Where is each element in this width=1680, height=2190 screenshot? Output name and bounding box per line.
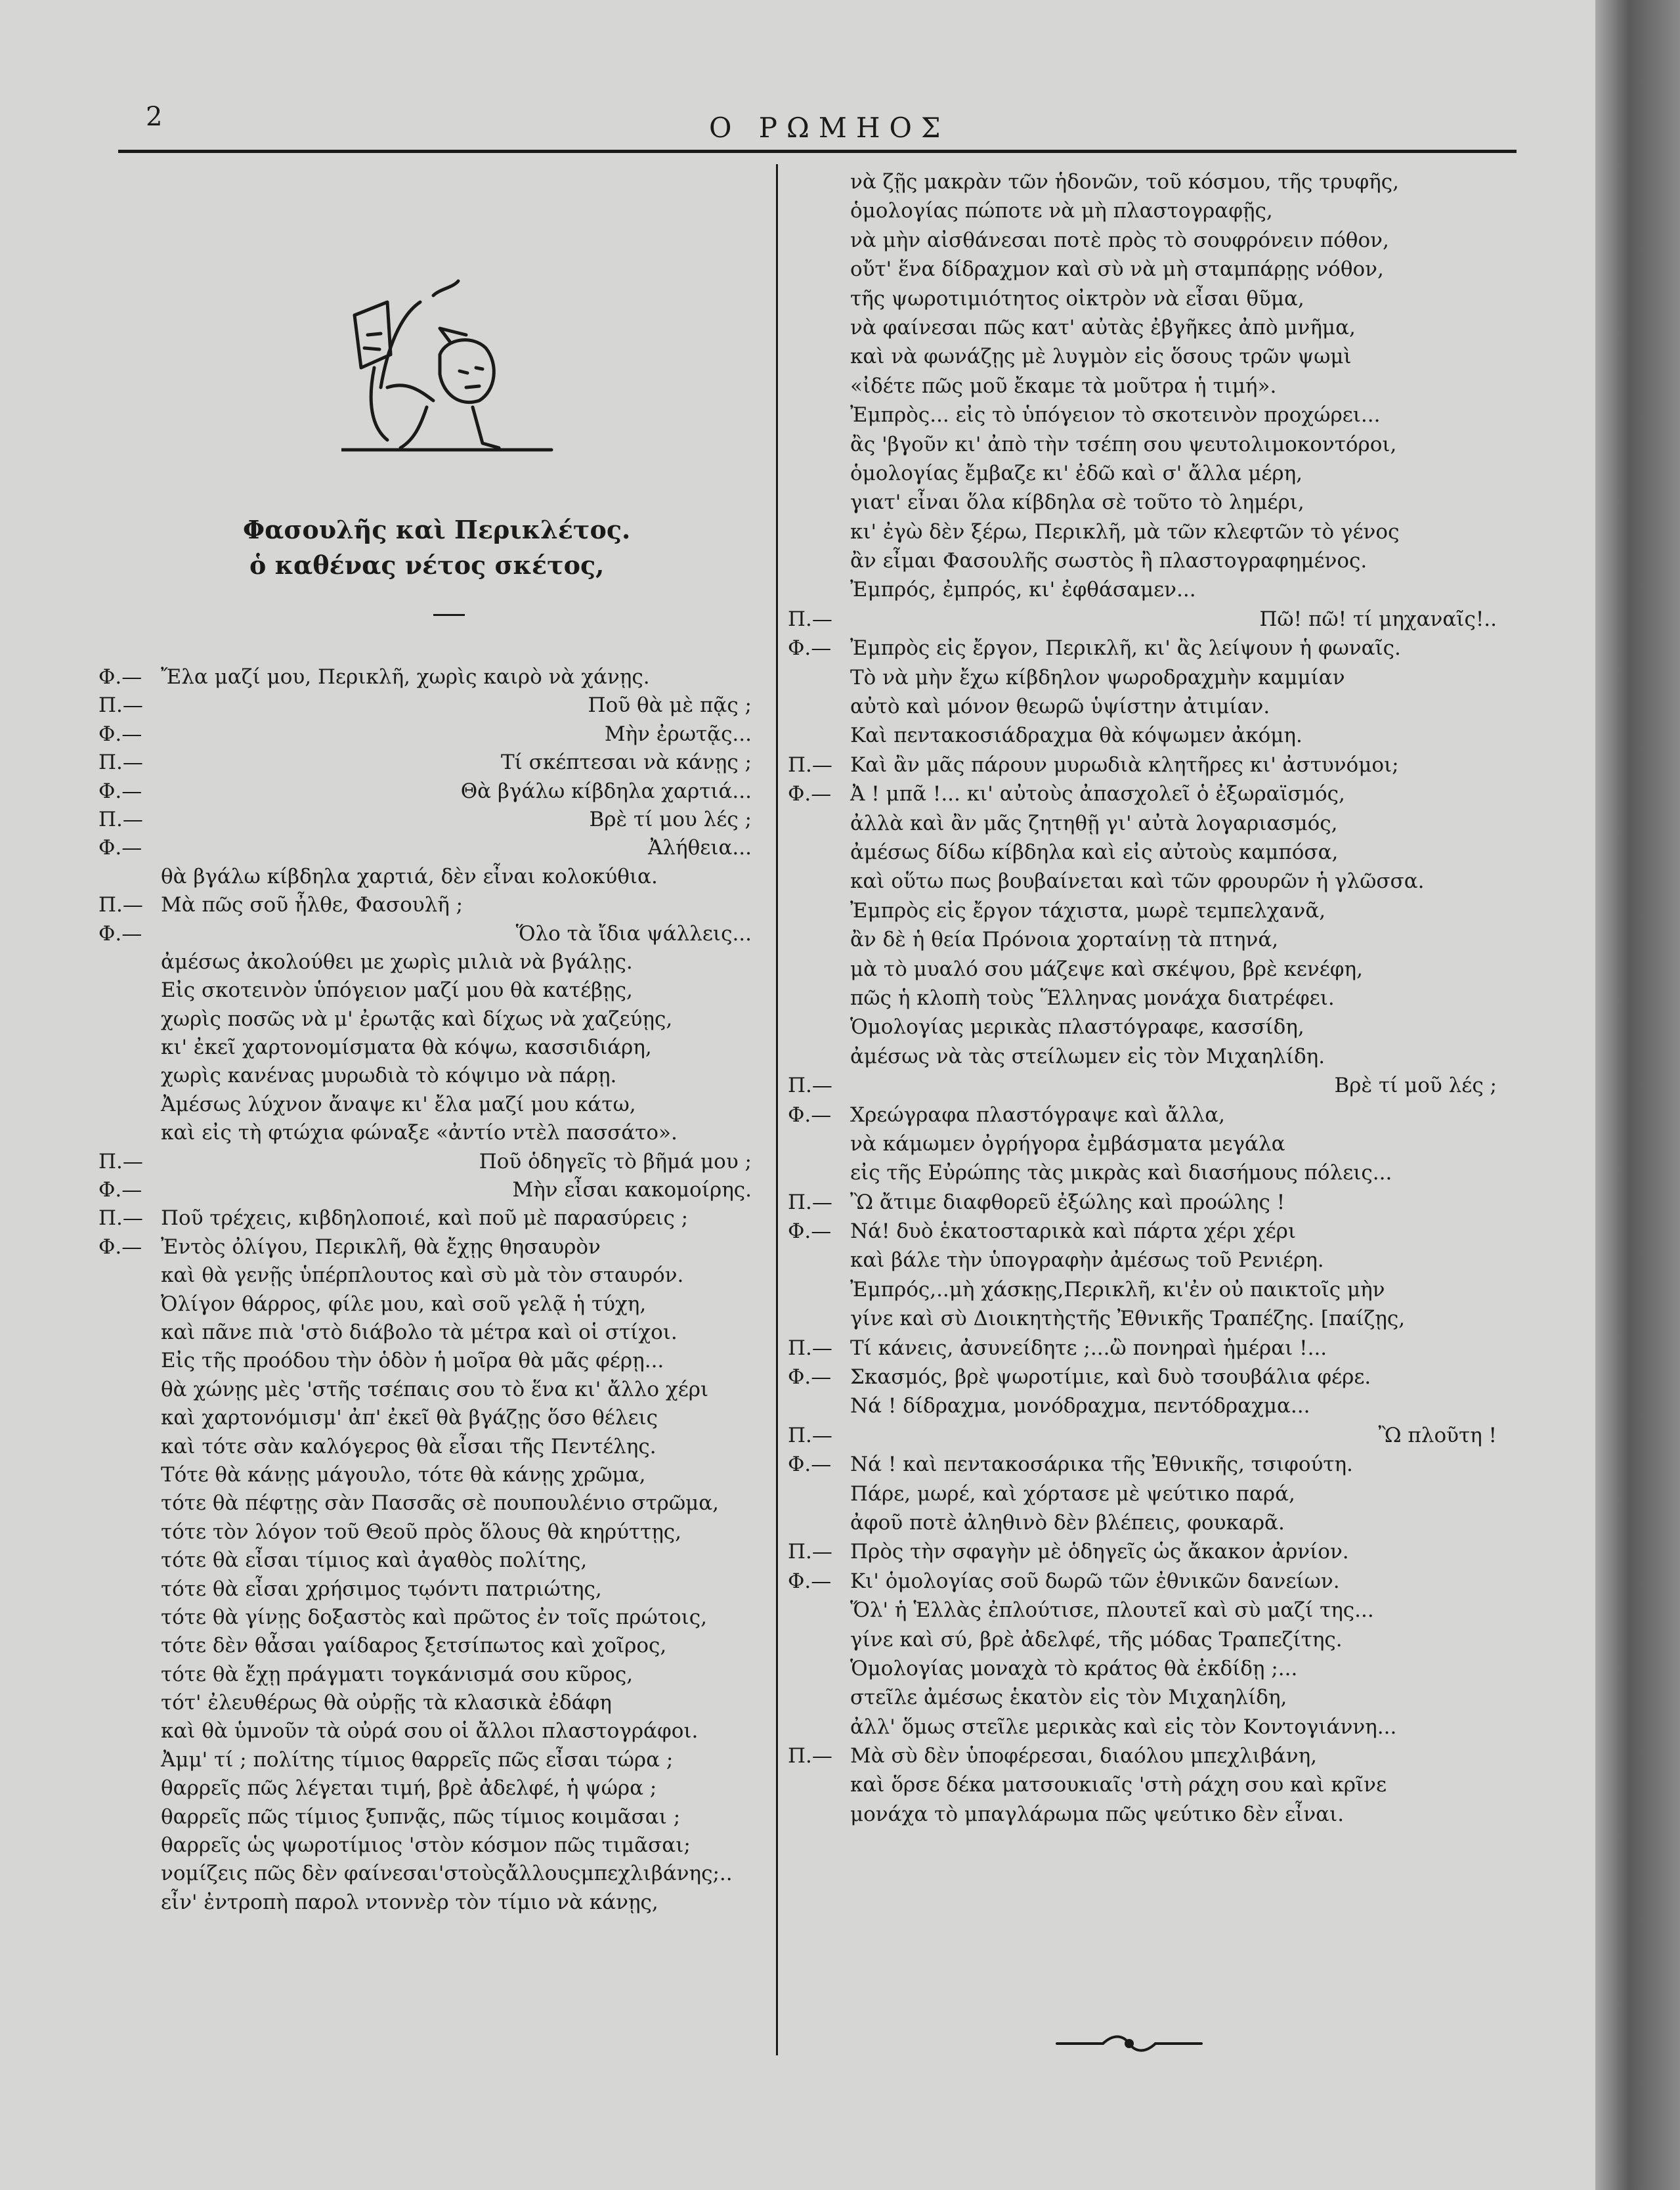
left-column-line [98,1689,765,1717]
right-column [788,167,1510,1829]
verse-text: καὶ ὅρσε δέκα ματσουκιαῖς 'στὴ ράχη σου καὶ κρῖνε [850,1773,1387,1797]
verse-text: Εἰς σκοτεινὸν ὑπόγειον μαζί μου θὰ κατέβῃς, [161,978,633,1003]
speaker-label: Π.— [788,1423,832,1447]
title-dash [433,614,465,616]
verse-text: ἀμέσως ἀκολούθει με χωρὶς μιλιὰ νὰ βγάλῃς. [161,950,633,974]
end-ornament [1050,2029,1208,2055]
left-column-line [98,920,765,948]
right-column-line [788,1741,1510,1770]
speaker-label: Π.— [788,607,832,631]
speaker-label: Π.— [98,807,143,831]
verse-text: Τί σκέπτεσαι νὰ κάνῃς ; [501,751,752,775]
right-column-line [788,372,1510,401]
speaker-label: Φ.— [788,1219,832,1244]
left-column-line [98,1575,765,1604]
speaker-label: Φ.— [788,1453,832,1477]
right-column-line [788,1479,1510,1508]
left-column-line [98,1433,765,1461]
right-column-line [788,809,1510,838]
verse-text: Ἀμμ' τί ; πολίτης τίμιος θαρρεῖς πῶς εἶσαι τώρα ; [161,1747,674,1772]
verse-text: Ἔλα μαζί μου, Περικλῆ, χωρὶς καιρὸ νὰ χάνῃς. [161,665,650,689]
right-column-line [788,1101,1510,1129]
right-column-line [788,1654,1510,1683]
verse-text: τότε θὰ εἶσαι χρήσιμος τῳόντι πατριώτης, [161,1577,602,1601]
verse-text: Ἐμπρὸς... εἰς τὸ ὑπόγειον τὸ σκοτεινὸν προχώρει... [850,403,1381,427]
verse-text: Νά ! δίδραχμα, μονόδραχμα, πεντόδραχμα... [850,1394,1310,1418]
verse-text: Ἐμπρὸς εἰς ἔργον τάχιστα, μωρὲ τεμπελχανᾶ, [850,898,1326,923]
verse-text: τῆς ψωροτιμιότητος οἰκτρὸν νὰ εἶσαι θῦμα, [850,286,1304,311]
verse-text: Μὰ πῶς σοῦ ἦλθε, Φασουλῆ ; [161,893,463,917]
right-column-line [788,575,1510,604]
right-column-line [788,1275,1510,1304]
verse-text: καὶ πᾶνε πιὰ 'στὸ διάβολο τὰ μέτρα καὶ οἱ στίχοι. [161,1320,678,1344]
verse-text: Τὸ νὰ μὴν ἔχω κίβδηλον ψωροδραχμὴν καμμίαν [850,665,1345,690]
left-column-line [98,891,765,919]
verse-text: ὁμολογίας ἔμβαζε κι' ἐδῶ καὶ σ' ἄλλα μέρη, [850,461,1303,485]
verse-text: θὰ βγάλω κίβδηλα χαρτιά, δὲν εἶναι κολοκύθια. [161,864,658,888]
verse-text: τότε θὰ ἔχῃ πράγματι τογκάνισμά σου κῦρος, [161,1662,634,1686]
verse-text: μὰ τὸ μυαλό σου μάζεψε καὶ σκέψου, βρὲ κενέφη, [850,957,1363,981]
verse-text: Ἐμπρὸς εἰς ἔργον, Περικλῆ, κι' ἂς λείψουν ἡ φωναῖς. [850,636,1401,661]
verse-text: νὰ ζῇς μακρὰν τῶν ἡδονῶν, τοῦ κόσμου, τῆς τρυφῆς, [850,170,1399,194]
left-column-line [98,1461,765,1489]
verse-text: ἀλλὰ καὶ ἂν μᾶς ζητηθῇ γι' αὐτὰ λογαριασμός, [850,811,1338,835]
verse-text: Ὅλο τὰ ἴδια ψάλλεις... [515,921,752,946]
speaker-label: Φ.— [788,636,832,661]
right-column-line [788,1770,1510,1799]
right-column-line [788,430,1510,459]
right-column-line [788,1537,1510,1566]
verse-text: Μὰ σὺ δὲν ὑποφέρεσαι, διαόλου μπεχλιβάνη, [850,1744,1318,1768]
right-column-line [788,1158,1510,1187]
right-column-line [788,984,1510,1013]
speaker-label: Φ.— [98,722,142,746]
verse-text: τότε δὲν θἆσαι γαίδαρος ξετσίπωτος καὶ χοῖρος, [161,1634,667,1658]
left-column-line [98,834,765,862]
right-column-line [788,721,1510,750]
verse-text: ἀμέσως δίδω κίβδηλα καὶ εἰς αὐτοὺς καμπόσα, [850,840,1339,864]
verse-text: τότ' ἐλευθέρως θὰ οὐρῇς τὰ κλασικὰ ἐδάφη [161,1691,612,1715]
verse-text: καὶ εἰς τὴ φτώχια φώναξε «ἀντίο ντὲλ πασσάτο». [161,1121,678,1145]
verse-text: Ἀ ! μπᾶ !... κι' αὐτοὺς ἀπασχολεῖ ὁ ἐξωραϊσμός, [850,782,1345,806]
left-column-line [98,1034,765,1062]
right-column-line [788,1042,1510,1071]
page-number: 2 [146,102,163,132]
verse-text: νὰ κάμωμεν ὀγρήγορα ἐμβάσματα μεγάλα [850,1131,1285,1156]
verse-text: νομίζεις πῶς δὲν φαίνεσαι'στοὺςἄλλουςμπεχλιβάνης;.. [161,1862,733,1886]
speaker-label: Π.— [98,1206,143,1231]
verse-text: γίνε καὶ σύ, βρὲ ἀδελφέ, τῆς μόδας Τραπεζίτης. [850,1627,1343,1652]
speaker-label: Φ.— [788,1365,832,1390]
verse-text: κι' ἐκεῖ χαρτονομίσματα θὰ κόψω, κασσιδιάρη, [161,1036,652,1060]
right-column-line [788,1800,1510,1829]
left-column-line [98,720,765,749]
verse-text: θὰ χώνῃς μὲς 'στῆς τσέπαις σου τὸ ἕνα κι' ἄλλο χέρι [161,1377,709,1401]
left-column-line [98,1803,765,1831]
right-column-line [788,634,1510,663]
speaker-label: Π.— [788,1540,832,1564]
verse-text: χωρὶς κανένας μυρωδιὰ τὸ κόψιμο νὰ πάρῃ. [161,1064,617,1088]
right-column-line [788,1013,1510,1041]
verse-text: πῶς ἡ κλοπὴ τοὺς Ἕλληνας μονάχα διατρέφει. [850,986,1335,1010]
left-column-line [98,749,765,777]
right-column-line [788,1217,1510,1246]
right-column-line [788,1596,1510,1625]
verse-text: μονάχα τὸ μπαγλάρωμα πῶς ψεύτικο δὲν εἶναι. [850,1802,1345,1826]
verse-text: Χρεώγραφα πλαστόγραψε καὶ ἄλλα, [850,1103,1225,1127]
right-column-line [788,1683,1510,1712]
right-column-line [788,779,1510,808]
speaker-label: Φ.— [98,779,142,803]
verse-text: Μὴν εἶσαι κακομοίρης. [512,1178,752,1202]
verse-text: ἀλλ' ὅμως στεῖλε μερικὰς καὶ εἰς τὸν Κοντογιάννη... [850,1715,1397,1739]
right-column-line [788,226,1510,255]
verse-text: γίνε καὶ σὺ Διοικητὴςτῆς Ἐθνικῆς Τραπέζης. [παίζῃς, [850,1307,1406,1331]
right-column-line [788,1713,1510,1741]
right-column-line [788,284,1510,313]
verse-text: Ποῦ ὁδηγεῖς τὸ βῆμά μου ; [479,1149,752,1173]
left-column-line [98,1661,765,1689]
left-column-line [98,948,765,976]
speaker-label: Π.— [788,1074,832,1098]
left-column-line [98,777,765,806]
verse-text: Καὶ πεντακοσιάδραχμα θὰ κόψωμεν ἀκόμη. [850,724,1303,748]
verse-text: Ὢ πλοῦτη ! [1378,1423,1497,1447]
left-column-line [98,1546,765,1575]
right-column-line [788,896,1510,925]
left-column-line [98,1860,765,1888]
left-column-line [98,1347,765,1375]
right-column-line [788,546,1510,575]
column-divider [776,164,778,2055]
verse-text: Ποῦ τρέχεις, κιβδηλοποιέ, καὶ ποῦ μὲ παρασύρεις ; [161,1206,689,1231]
left-column-line [98,1062,765,1090]
verse-text: Τότε θὰ κάνῃς μάγουλο, τότε θὰ κάνῃς χρῶμα, [161,1462,646,1487]
speaker-label: Π.— [788,1336,832,1360]
verse-text: αὐτὸ καὶ μόνον θεωρῶ ὑψίστην ἀτιμίαν. [850,695,1270,719]
verse-text: Πῶ! πῶ! τί μηχαναῖς!.. [1259,607,1497,631]
verse-text: καὶ θὰ γενῇς ὑπέρπλουτος καὶ σὺ μὰ τὸν σταυρόν. [161,1263,684,1288]
left-column-line [98,1376,765,1404]
left-column-line [98,806,765,834]
verse-text: νὰ μὴν αἰσθάνεσαι ποτὲ πρὸς τὸ σουφρόνειν πόθον, [850,228,1389,252]
speaker-label: Π.— [788,753,832,777]
poem-title [243,512,702,583]
verse-text: Ποῦ θὰ μὲ πᾷς ; [588,693,752,718]
verse-text: Ὀλίγον θάρρος, φίλε μου, καὶ σοῦ γελᾷ ἡ τύχη, [161,1292,647,1316]
right-column-line [788,1625,1510,1654]
verse-text: «ἰδέτε πῶς μοῦ ἔκαμε τὰ μοῦτρα ἡ τιμή». [850,374,1277,398]
right-column-line [788,1246,1510,1275]
speaker-label: Π.— [98,1149,143,1173]
verse-text: ἂν εἶμαι Φασουλῆς σωστὸς ἢ πλαστογραφημένος. [850,549,1368,573]
verse-text: Πάρε, μωρέ, καὶ χόρτασε μὲ ψεύτικο παρά, [850,1481,1295,1506]
verse-text: Ἐμπρός, ἐμπρός, κι' ἐφθάσαμεν... [850,578,1196,602]
right-column-line [788,196,1510,225]
left-column-line [98,691,765,720]
right-column-line [788,401,1510,429]
speaker-label: Φ.— [98,1178,142,1202]
verse-text: Βρὲ τί μοῦ λές ; [1334,1074,1497,1098]
verse-text: Κι' ὁμολογίας σοῦ δωρῶ τῶν ἐθνικῶν δανείων. [850,1569,1340,1593]
left-column-line [98,976,765,1005]
speaker-label: Φ.— [98,921,142,946]
left-column-line [98,863,765,891]
left-column-line [98,1518,765,1546]
left-column-line [98,1091,765,1119]
speaker-label: Φ.— [98,1235,142,1259]
verse-text: Νά ! καὶ πεντακοσάρικα τῆς Ἐθνικῆς, τσιφούτη. [850,1453,1353,1477]
left-column-line [98,1233,765,1261]
right-column-line [788,1129,1510,1158]
verse-text: εἰς τῆς Εὐρώπης τὰς μικρὰς καὶ διασήμους πόλεις... [850,1161,1392,1185]
verse-text: Τί κάνεις, ἀσυνείδητε ;...ὢ πονηραὶ ἡμέραι !... [850,1336,1327,1360]
verse-text: νὰ φαίνεσαι πῶς κατ' αὐτὰς ἐβγῆκες ἀπὸ μνῆμα, [850,315,1356,339]
verse-text: χωρὶς ποσῶς νὰ μ' ἐρωτᾷς καὶ δίχως νὰ χαζεύῃς, [161,1007,673,1031]
left-column-line [98,1717,765,1745]
verse-text: Ὁμολογίας μοναχὰ τὸ κράτος θὰ ἐκδίδῃ ;... [850,1656,1298,1680]
speaker-label: Φ.— [98,665,142,689]
left-column-line [98,1148,765,1176]
verse-text: καὶ νὰ φωνάζῃς μὲ λυγμὸν εἰς ὅσους τρῶν ψωμὶ [850,345,1352,369]
right-column-line [788,255,1510,284]
verse-text: Ὁμολογίας μερικὰς πλαστόγραφε, κασσίδη, [850,1015,1304,1040]
verse-text: τότε θὰ εἶσαι τίμιος καὶ ἀγαθὸς πολίτης, [161,1548,588,1573]
right-column-line [788,1188,1510,1217]
verse-text: Ἐμπρός,..μὴ χάσκῃς,Περικλῆ, κι'ἐν οὐ παικτοῖς μὴν [850,1277,1385,1302]
right-column-line [788,605,1510,634]
right-column-line [788,517,1510,546]
poem-title-line1: Φασουλῆς καὶ Περικλέτος. [243,515,631,544]
verse-text: κι' ἐγὼ δὲν ξέρω, Περικλῆ, μὰ τῶν κλεφτῶν τὸ γένος [850,519,1400,544]
verse-text: ἂς 'βγοῦν κι' ἀπὸ τὴν τσέπη σου ψευτολιμοκοντόροι, [850,432,1397,456]
verse-text: τότε τὸν λόγον τοῦ Θεοῦ πρὸς ὅλους θὰ κηρύττῃς, [161,1520,682,1544]
right-column-line [788,663,1510,692]
verse-text: Ἀλήθεια... [648,836,752,860]
right-column-line [788,1508,1510,1537]
right-column-line [788,692,1510,721]
verse-text: στεῖλε ἀμέσως ἑκατὸν εἰς τὸν Μιχαηλίδη, [850,1686,1287,1710]
right-column-line [788,488,1510,517]
speaker-label: Φ.— [788,1103,832,1127]
verse-text: Πρὸς τὴν σφαγὴν μὲ ὁδηγεῖς ὡς ἄκακον ἀρνίον. [850,1540,1349,1564]
fasoulis-periklis-illustration [341,276,558,460]
right-column-line [788,925,1510,954]
left-column [98,663,765,1917]
verse-text: Βρὲ τί μου λές ; [589,807,752,831]
right-column-line [788,1567,1510,1596]
speaker-label: Φ.— [788,1569,832,1593]
left-column-line [98,1889,765,1917]
left-column-line [98,1176,765,1204]
right-column-line [788,167,1510,196]
left-column-line [98,1319,765,1347]
left-column-line [98,1290,765,1319]
verse-text: Θὰ βγάλω κίβδηλα χαρτιά... [460,779,752,803]
left-column-line [98,1005,765,1034]
verse-text: καὶ τότε σὰν καλόγερος θὰ εἶσαι τῆς Πεντέλης. [161,1434,657,1458]
verse-text: τότε θὰ γίνῃς δοξαστὸς καὶ πρῶτος ἐν τοῖς πρώτοις, [161,1605,707,1629]
left-column-line [98,1204,765,1233]
verse-text: Ἐντὸς ὀλίγου, Περικλῆ, θὰ ἔχῃς θησαυρὸν [161,1235,601,1259]
right-column-line [788,1334,1510,1363]
verse-text: θαρρεῖς πῶς λέγεται τιμή, βρὲ ἀδελφέ, ἡ ψώρα ; [161,1776,657,1801]
poem-title-line2: ὁ καθένας νέτος σκέτος, [249,550,605,580]
speaker-label: Π.— [98,893,143,917]
verse-text: καὶ χαρτονόμισμ' ἀπ' ἐκεῖ θὰ βγάζῃς ὅσο θέλεις [161,1406,658,1430]
verse-text: ὁμολογίας πώποτε νὰ μὴ πλαστογραφῇς, [850,199,1273,223]
left-column-line [98,1774,765,1803]
verse-text: τότε θὰ πέφτῃς σὰν Πασσᾶς σὲ πουπουλένιο στρῶμα, [161,1491,720,1516]
left-column-line [98,1632,765,1660]
speaker-label: Φ.— [788,782,832,806]
left-column-line [98,663,765,691]
verse-text: εἶν' ἐντροπὴ παρολ ντοννὲρ τὸν τίμιο νὰ κάνῃς, [161,1890,658,1914]
left-column-line [98,1404,765,1432]
right-column-line [788,459,1510,488]
verse-text: καὶ βάλε τὴν ὑπογραφὴν ἀμέσως τοῦ Ρενιέρη. [850,1248,1324,1273]
speaker-label: Π.— [98,693,143,718]
verse-text: ἂν δὲ ἡ θεία Πρόνοια χορταίνῃ τὰ πτηνά, [850,928,1279,952]
right-column-line [788,751,1510,779]
right-column-line [788,342,1510,371]
right-column-line [788,838,1510,867]
speaker-label: Π.— [788,1744,832,1768]
verse-text: Νά! δυὸ ἑκατοσταρικὰ καὶ πάρτα χέρι χέρι [850,1219,1297,1244]
right-column-line [788,1450,1510,1479]
verse-text: ἀμέσως νὰ τὰς στείλωμεν εἰς τὸν Μιχαηλίδη. [850,1044,1325,1068]
page-edge-shadow [1595,0,1680,2190]
left-column-line [98,1489,765,1518]
right-column-line [788,1363,1510,1391]
right-column-line [788,1304,1510,1333]
header-rule [118,150,1517,153]
right-column-line [788,867,1510,896]
verse-text: Μὴν ἐρωτᾷς... [604,722,752,746]
right-column-line [788,313,1510,342]
verse-text: Εἰς τῆς προόδου τὴν ὁδὸν ἡ μοῖρα θὰ μᾶς φέρῃ... [161,1349,664,1373]
verse-text: γιατ' εἶναι ὅλα κίβδηλα σὲ τοῦτο τὸ λημέρι, [850,491,1304,515]
verse-text: Σκασμός, βρὲ ψωροτίμιε, καὶ δυὸ τσουβάλια φέρε. [850,1365,1371,1390]
verse-text: Ἀμέσως λύχνον ἄναψε κι' ἔλα μαζί μου κάτω, [161,1092,636,1116]
speaker-label: Π.— [98,751,143,775]
right-column-line [788,1071,1510,1100]
left-column-line [98,1746,765,1774]
left-column-line [98,1119,765,1147]
verse-text: οὔτ' ἕνα δίδραχμον καὶ σὺ νὰ μὴ σταμπάρῃς νόθον, [850,257,1384,282]
right-column-line [788,955,1510,984]
verse-text: Ὢ ἄτιμε διαφθορεῦ ἐξώλης καὶ προώλης ! [850,1190,1285,1214]
speaker-label: Π.— [788,1190,832,1214]
right-column-line [788,1391,1510,1420]
verse-text: καὶ θὰ ὑμνοῦν τὰ οὐρά σου οἱ ἄλλοι πλαστογράφοι. [161,1719,699,1743]
verse-text: ἀφοῦ ποτὲ ἀληθινὸ δὲν βλέπεις, φουκαρᾶ. [850,1510,1285,1535]
verse-text: θαρρεῖς ὡς ψωροτίμιος 'στὸν κόσμον πῶς τιμᾶσαι; [161,1833,691,1858]
left-column-line [98,1831,765,1860]
verse-text: καὶ οὕτω πως βουβαίνεται καὶ τῶν φρουρῶν ἡ γλῶσσα. [850,869,1425,894]
right-column-line [788,1421,1510,1450]
verse-text: Ὅλ' ἡ Ἑλλὰς ἐπλούτισε, πλουτεῖ καὶ σὺ μαζί της... [850,1598,1374,1623]
verse-text: θαρρεῖς πῶς τίμιος ξυπνᾷς, πῶς τίμιος κοιμᾶσαι ; [161,1805,681,1829]
masthead: Ο ΡΩΜΗΟΣ [709,112,950,144]
speaker-label: Φ.— [98,836,142,860]
left-column-line [98,1604,765,1632]
left-column-line [98,1261,765,1290]
verse-text: Καὶ ἂν μᾶς πάρουν μυρωδιὰ κλητῆρες κι' ἀστυνόμοι; [850,753,1399,777]
